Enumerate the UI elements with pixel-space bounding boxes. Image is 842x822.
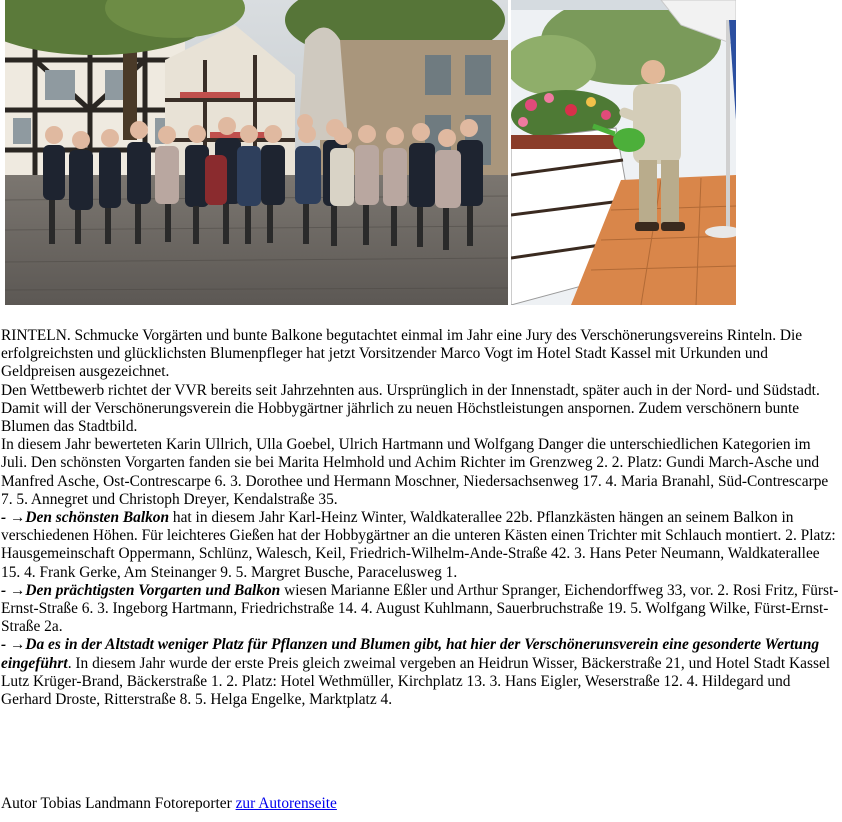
arrow-marker: - → xyxy=(1,581,26,599)
article-section-garden-balcony xyxy=(1,582,839,637)
section-text-garden-balcony: wiesen Marianne Eßler und Arthur Spranger, Eichendorffweg 33, vor. 2. Rosi Fritz, Fürst-Ernst-Straße 6. 3. Ingeborg Hartmann, Friedrichstraße 14. 4. August Kuhlmann, Sauerbruchstraße 19. 5. Wolfgang Wilke, Fürst-Ernst-Straße 2a. xyxy=(1,581,839,636)
group-photo xyxy=(5,0,508,305)
author-footer xyxy=(1,795,337,813)
section-heading-balcony: Den schönsten Balkon xyxy=(25,509,170,527)
article-section-altstadt xyxy=(1,636,839,709)
balcony-photo xyxy=(511,0,736,305)
article-body xyxy=(1,327,839,709)
article-section-balcony xyxy=(1,509,839,582)
arrow-marker: - → xyxy=(1,636,26,654)
arrow-marker: - → xyxy=(1,509,26,527)
article-paragraph-competition: Den Wettbewerb richtet der VVR bereits seit Jahrzehnten aus. Ursprünglich in der Innenstadt, später auch in der Nord- und Südstadt. Damit will der Verschönerungsverein die Hobbygärtner jährlich zu neuen Höchstleistungen anspornen. Zudem verschönern bunte Blumen das Stadtbild. xyxy=(1,381,820,436)
photo-strip xyxy=(5,0,736,305)
section-text-altstadt: . In diesem Jahr wurde der erste Preis gleich zweimal vergeben an Heidrun Wisser, Bäckerstraße 21, und Hotel Stadt Kassel Lutz Krüger-Brand, Bäckerstraße 1. 2. Platz: Hotel Wethmüller, Kirchplatz 13. 3. Hans Eigler, Weserstraße 12. 4. Hildegard und Gerhard Droste, Ritterstraße 8. 5. Helga Engelke, Marktplatz 4. xyxy=(1,654,831,709)
group-photo-image xyxy=(5,0,508,305)
section-heading-garden-balcony: Den prächtigsten Vorgarten und Balkon xyxy=(25,581,281,599)
section-text-balcony: hat in diesem Jahr Karl-Heinz Winter, Waldkaterallee 22b. Pflanzkästen hängen an seinem Balkon in verschiedenen Höhen. Für leichteres Gießen hat der Hobbygärtner an die unteren Kästen einen Trichter mit Schlauch montiert. 2. Platz: Hausgemeinschaft Oppermann, Schlünz, Walesch, Keil, Friedrich-Wilhelm-Ande-Straße 42. 3. Hans Peter Neumann, Waldkaterallee 15. 4. Frank Gerke, Am Steinanger 9. 5. Margret Busche, Paracelusweg 1. xyxy=(1,509,836,581)
author-credit: Autor Tobias Landmann Fotoreporter xyxy=(1,795,236,812)
balcony-photo-image xyxy=(511,0,736,305)
section-heading-altstadt: Da es in der Altstadt weniger Platz für Pflanzen und Blumen gibt, hat hier der Verschönerunsverein eine gesonderte Wertung eingeführt xyxy=(1,636,820,672)
article-intro: RINTELN. Schmucke Vorgärten und bunte Balkone begutachtet einmal im Jahr eine Jury des Verschönerungsvereins Rinteln. Die erfolgreichsten und glücklichsten Blumenpfleger hat jetzt Vorsitzender Marco Vogt im Hotel Stadt Kassel mit Urkunden und Geldpreisen ausgezeichnet. xyxy=(1,327,803,381)
article-paragraph-jury: In diesem Jahr bewerteten Karin Ullrich, Ulla Goebel, Ulrich Hartmann und Wolfgang Danger die unterschiedlichen Kategorien im Juli. Den schönsten Vorgarten fanden sie bei Marita Helmhold und Achim Richter im Grenzweg 2. 2. Platz: Gundi March-Asche und Manfred Asche, Ost-Contrescarpe 6. 3. Dorothee und Hermann Moschner, Niedersachsenweg 17. 4. Maria Branahl, Süd-Contrescarpe 7. 5. Annegret und Christoph Dreyer, Kendalstraße 35. xyxy=(1,436,829,508)
author-page-link[interactable]: zur Autorenseite xyxy=(235,795,337,812)
